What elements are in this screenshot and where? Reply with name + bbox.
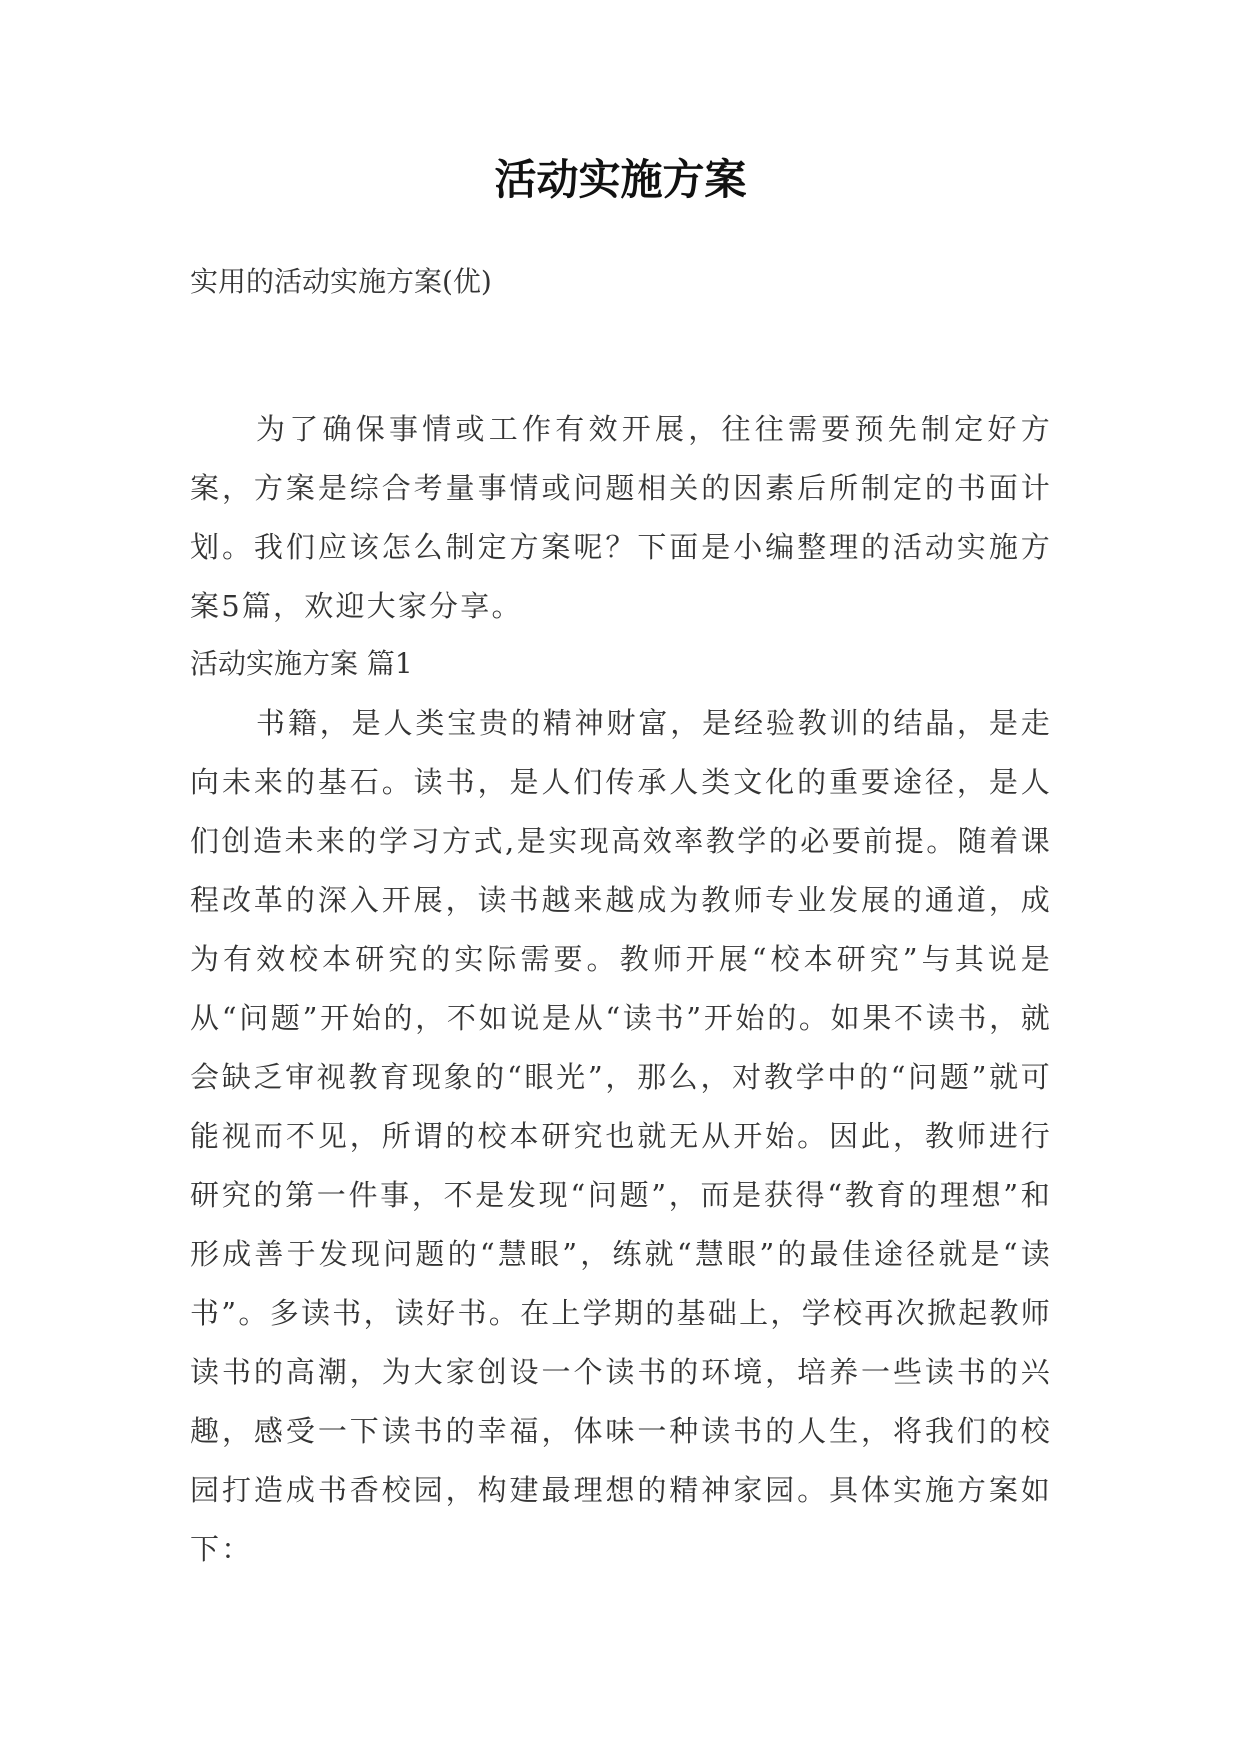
section-paragraph: 书籍，是人类宝贵的精神财富，是经验教训的结晶，是走向未来的基石。读书，是人们传承人类文化的重要途径，是人们创造未来的学习方式,是实现高效率教学的必要前提。随着课程改革的深入开展，读书越来越成为教师专业发展的通道，成为有效校本研究的实际需要。教师开展“校本研究”与其说是从“问题”开始的，不如说是从“读书”开始的。如果不读书，就会缺乏审视教育现象的“眼光”，那么，对教学中的“问题”就可能视而不见，所谓的校本研究也就无从开始。因此，教师进行研究的第一件事，不是发现“问题”，而是获得“教育的理想”和形成善于发现问题的“慧眼”，练就“慧眼”的最佳途径就是“读书”。多读书，读好书。在上学期的基础上，学校再次掀起教师读书的高潮，为大家创设一个读书的环境，培养一些读书的兴趣，感受一下读书的幸福，体味一种读书的人生，将我们的校园打造成书香校园，构建最理想的精神家园。具体实施方案如下： <box>190 706 1052 1566</box>
document-subtitle: 实用的活动实施方案(优) <box>190 265 492 298</box>
document-title: 活动实施方案 <box>494 155 747 204</box>
section-heading: 活动实施方案 篇1 <box>190 647 413 680</box>
intro-paragraph: 为了确保事情或工作有效开展，往往需要预先制定好方案，方案是综合考量事情或问题相关的因素后所制定的书面计划。我们应该怎么制定方案呢？下面是小编整理的活动实施方案5篇，欢迎大家分享。 <box>190 412 1052 623</box>
